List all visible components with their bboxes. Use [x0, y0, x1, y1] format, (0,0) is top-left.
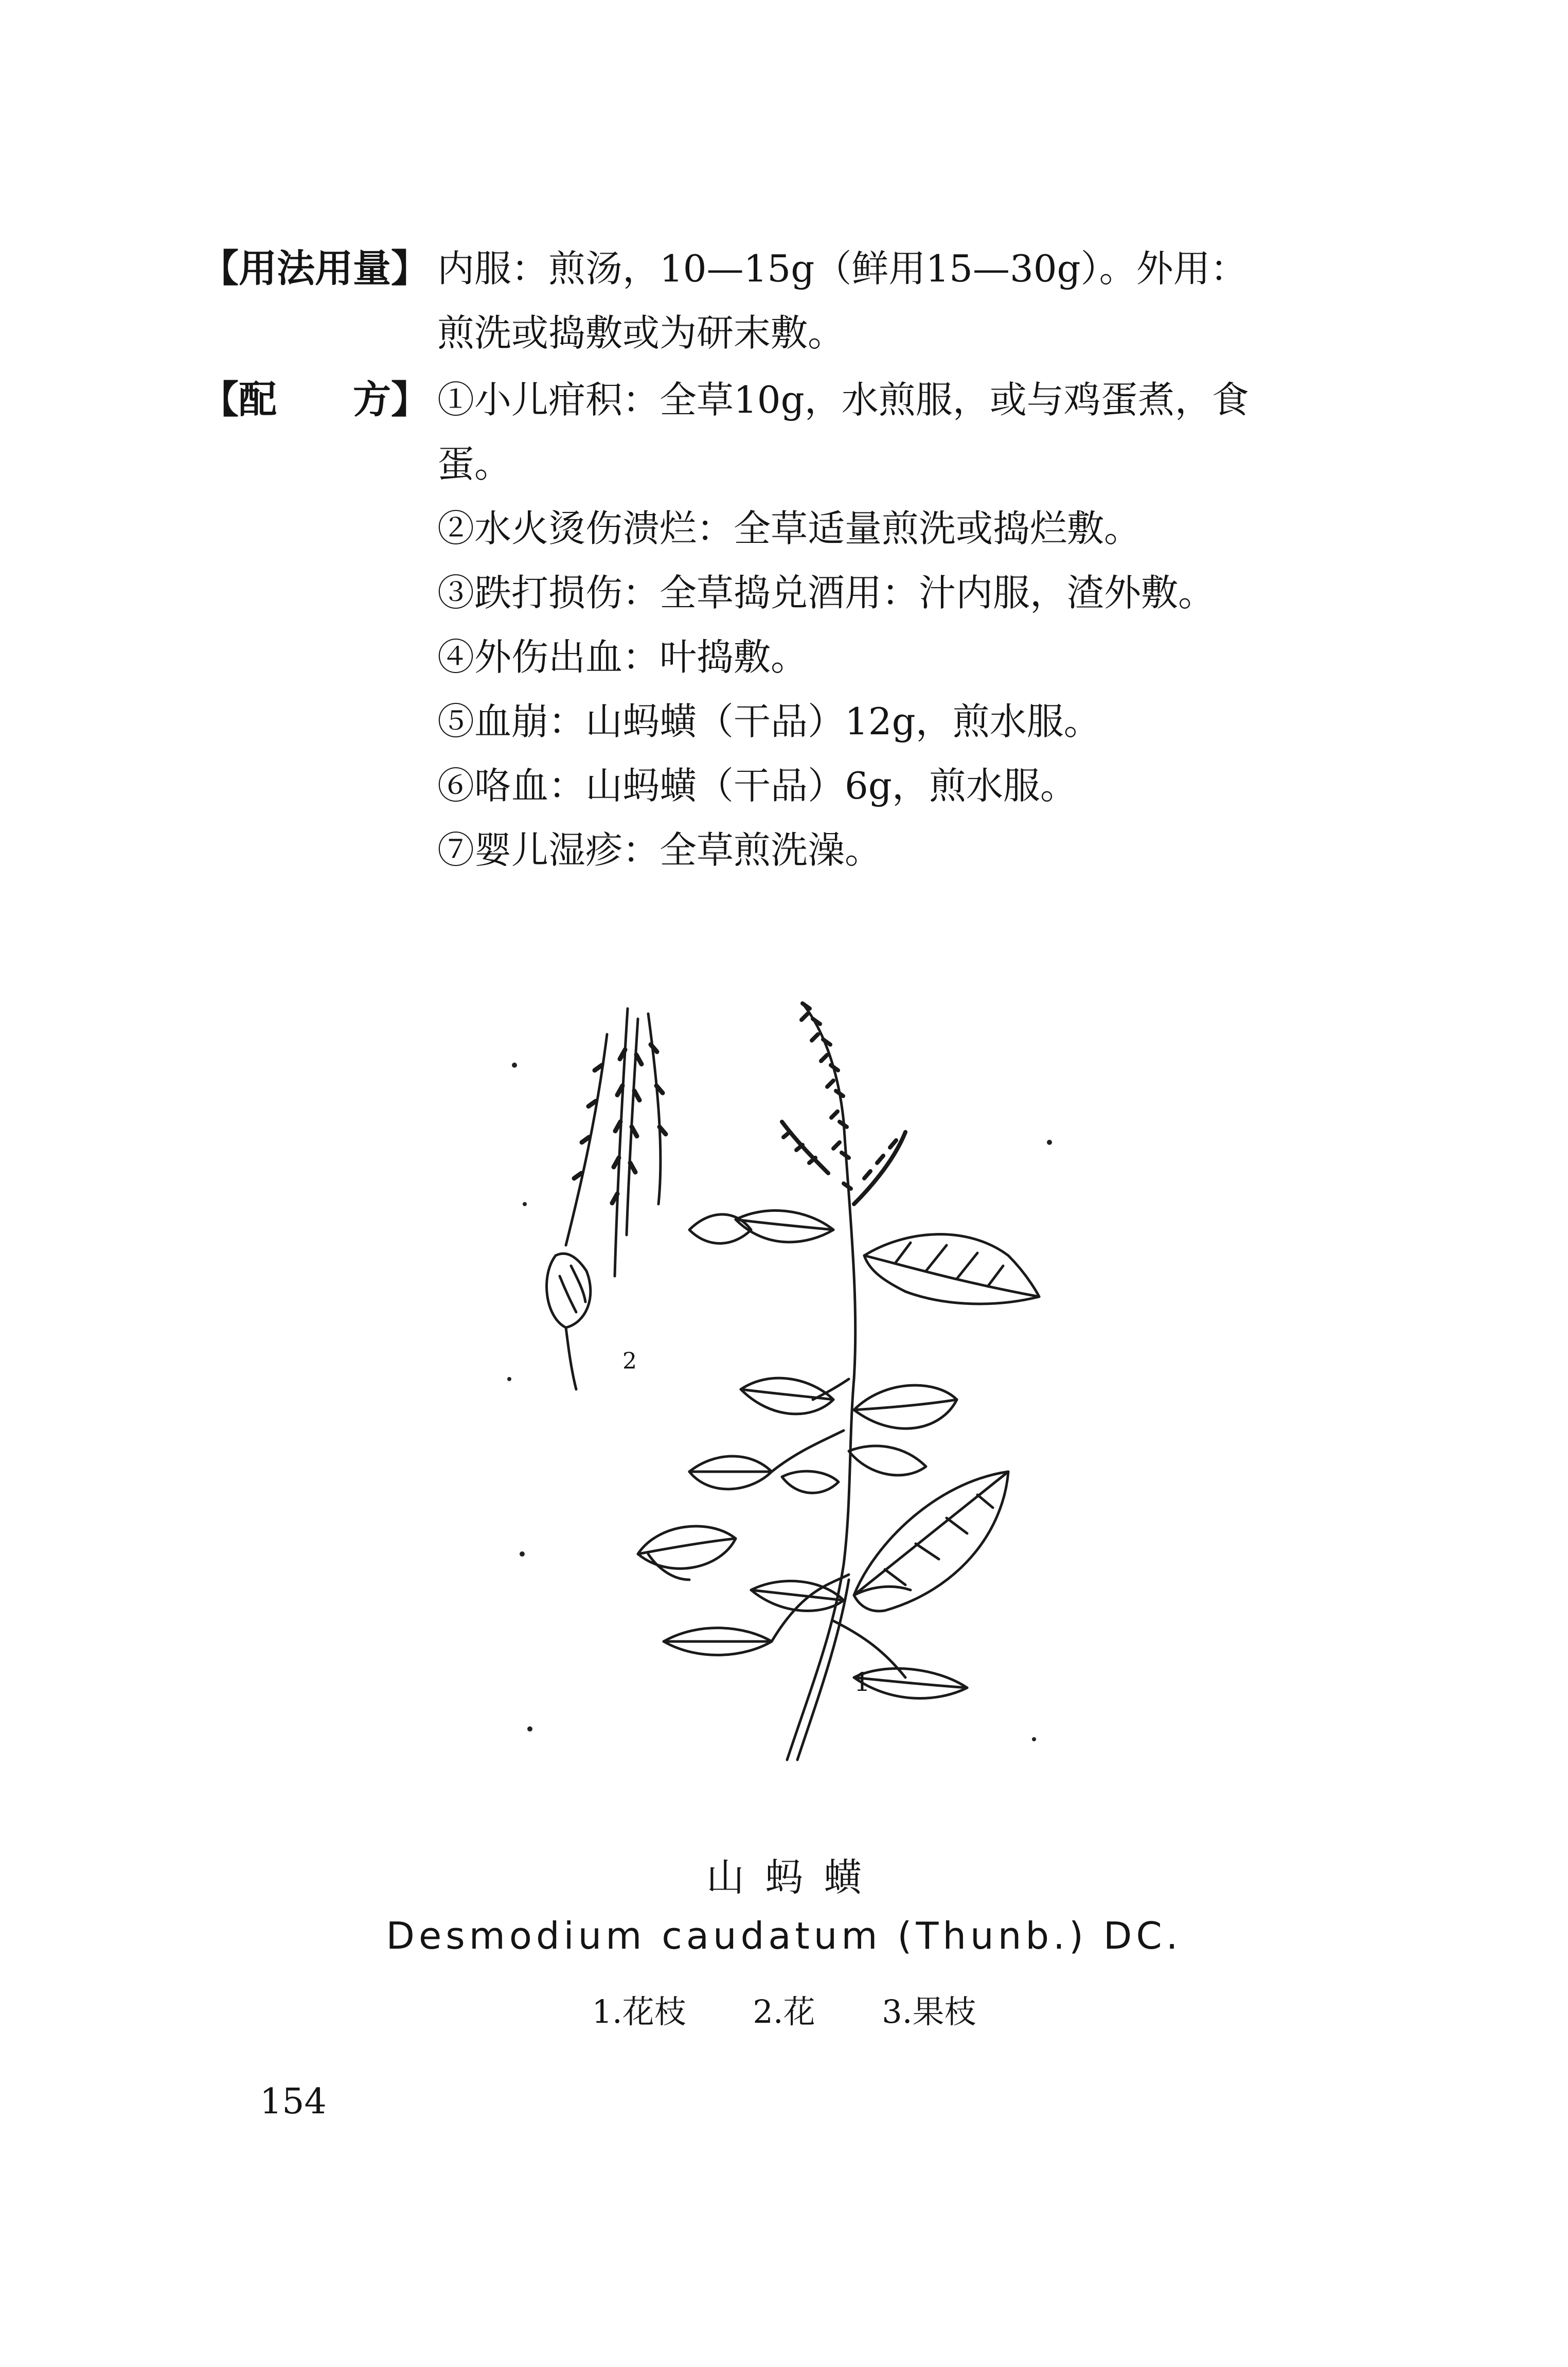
recipe-line: ⑦婴儿湿疹：全草煎洗澡。 — [437, 828, 882, 872]
page-number: 154 — [260, 2081, 327, 2122]
recipes-label: 【配 方】 — [201, 378, 429, 422]
usage-label: 【用法用量】 — [201, 246, 429, 291]
scan-specks — [507, 1063, 1052, 1741]
recipe-line: ⑤血崩：山蚂蟥（干品）12g，煎水服。 — [437, 700, 1101, 743]
recipe-line: ⑥咯血：山蚂蟥（干品）6g，煎水服。 — [437, 764, 1077, 807]
figure-part-item: 2.花 — [753, 1993, 815, 2030]
figure-label-2: 2 — [622, 1348, 637, 1374]
figure-parts-legend — [0, 1986, 1568, 2032]
recipes-body — [437, 368, 1404, 882]
recipe-line: ②水火烫伤溃烂：全草适量煎洗或捣烂敷。 — [437, 507, 1142, 550]
figure-part-item: 1.花枝 — [592, 1993, 686, 2030]
flowering-branch-drawing — [638, 1003, 1039, 1760]
usage-body — [437, 237, 1404, 365]
fruit-branch-drawing — [547, 1009, 666, 1389]
usage-line: 内服：煎汤，10—15g（鲜用15—30g）。外用： — [437, 247, 1248, 290]
figure-caption-latin: Desmodium caudatum (Thunb.) DC. — [386, 1914, 1182, 1957]
recipe-line: 蛋。 — [437, 443, 512, 486]
recipe-line: ④外伤出血：叶捣敷。 — [437, 635, 808, 679]
recipe-line: ①小儿疳积：全草10g，水煎服，或与鸡蛋煮，食 — [437, 378, 1249, 421]
figure-label-1: 1 — [854, 1667, 870, 1697]
figure-part-item: 3.果枝 — [882, 1993, 976, 2030]
usage-line: 煎洗或捣敷或为研末敷。 — [437, 311, 845, 355]
figure-caption-chinese: 山蚂蟥 — [706, 1856, 882, 1900]
plant-illustration — [494, 988, 1070, 1780]
recipe-line: ③跌打损伤：全草捣兑酒用：汁内服，渣外敷。 — [437, 571, 1216, 614]
